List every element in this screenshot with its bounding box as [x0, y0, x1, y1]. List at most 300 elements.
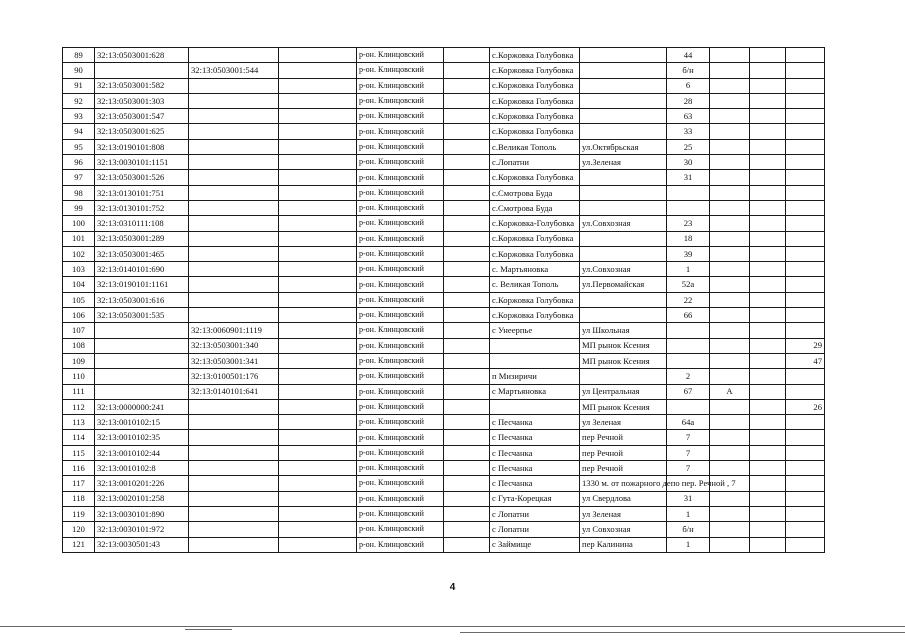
letter-cell: [710, 522, 750, 537]
cadastral-number-alt-cell: [189, 445, 279, 460]
blank-cell-cell: [279, 445, 357, 460]
blank-cell-cell: [444, 78, 490, 93]
table-row: [63, 308, 825, 323]
table-row: [63, 353, 825, 368]
cadastral-number-cell: 32:13:0010201:226: [95, 476, 189, 491]
cadastral-number-alt-cell: [189, 476, 279, 491]
settlement-cell: с Песчанка: [490, 445, 580, 460]
table-row: [63, 537, 825, 552]
letter-cell: [710, 139, 750, 154]
row-number-cell: 114: [63, 430, 95, 445]
table-row: [63, 139, 825, 154]
row-number-cell: 103: [63, 262, 95, 277]
cadastral-number-cell: 32:13:0020101:258: [95, 491, 189, 506]
table-row: [63, 170, 825, 185]
district-cell: р-он. Клинцовский: [357, 200, 444, 215]
area-cell: [786, 445, 825, 460]
area-cell: [786, 384, 825, 399]
cadastral-register-table: [62, 47, 825, 553]
street-cell: пер Речной: [580, 430, 667, 445]
house-number-cell: б/н: [667, 63, 710, 78]
row-number-cell: 119: [63, 506, 95, 521]
letter-cell: [710, 262, 750, 277]
district-cell: р-он. Клинцовский: [357, 353, 444, 368]
house-number-cell: [667, 200, 710, 215]
street-cell: [580, 200, 667, 215]
cadastral-number-alt-cell: [189, 231, 279, 246]
row-number-cell: 108: [63, 338, 95, 353]
district-cell: р-он. Клинцовский: [357, 109, 444, 124]
blank-cell-cell: [279, 430, 357, 445]
blank-cell-cell: [444, 445, 490, 460]
house-number-cell: 66: [667, 308, 710, 323]
district-cell: р-он. Клинцовский: [357, 323, 444, 338]
letter-cell: [710, 185, 750, 200]
row-number-cell: 118: [63, 491, 95, 506]
street-cell: ул Зеленая: [580, 506, 667, 521]
table-row: [63, 216, 825, 231]
cadastral-number-alt-cell: 32:13:0503001:340: [189, 338, 279, 353]
settlement-cell: с Гута-Корецкая: [490, 491, 580, 506]
settlement-cell: с Лопатни: [490, 506, 580, 521]
letter-cell: [710, 537, 750, 552]
settlement-cell: с.Коржовка Голубовка: [490, 246, 580, 261]
street-cell: ул Школьная: [580, 323, 667, 338]
district-cell: р-он. Клинцовский: [357, 461, 444, 476]
table-row: [63, 78, 825, 93]
cadastral-number-alt-cell: [189, 537, 279, 552]
table-row: [63, 93, 825, 108]
cadastral-number-alt-cell: 32:13:0060901:1119: [189, 323, 279, 338]
house-number-cell: 7: [667, 445, 710, 460]
settlement-cell: с.Смотрова Буда: [490, 200, 580, 215]
blank-cell-cell: [750, 124, 786, 139]
row-number-cell: 113: [63, 415, 95, 430]
district-cell: р-он. Клинцовский: [357, 216, 444, 231]
blank-cell-cell: [444, 262, 490, 277]
blank-cell-cell: [750, 323, 786, 338]
house-number-cell: 31: [667, 170, 710, 185]
area-cell: [786, 231, 825, 246]
letter-cell: [710, 491, 750, 506]
district-cell: р-он. Клинцовский: [357, 506, 444, 521]
cadastral-number-cell: 32:13:0503001:526: [95, 170, 189, 185]
table-row: [63, 399, 825, 414]
cadastral-number-alt-cell: [189, 461, 279, 476]
district-cell: р-он. Клинцовский: [357, 262, 444, 277]
table-row: [63, 63, 825, 78]
blank-cell-cell: [750, 246, 786, 261]
letter-cell: [710, 170, 750, 185]
cadastral-number-cell: [95, 353, 189, 368]
blank-cell-cell: [279, 139, 357, 154]
area-cell: [786, 170, 825, 185]
house-number-cell: 67: [667, 384, 710, 399]
street-cell: ул.Зеленая: [580, 155, 667, 170]
blank-cell-cell: [750, 185, 786, 200]
district-cell: р-он. Клинцовский: [357, 48, 444, 63]
blank-cell-cell: [444, 399, 490, 414]
blank-cell-cell: [750, 384, 786, 399]
blank-cell-cell: [444, 216, 490, 231]
blank-cell-cell: [750, 262, 786, 277]
cadastral-number-cell: 32:13:0010102:35: [95, 430, 189, 445]
row-number-cell: 115: [63, 445, 95, 460]
letter-cell: [710, 109, 750, 124]
cadastral-number-alt-cell: 32:13:0503001:341: [189, 353, 279, 368]
cadastral-number-alt-cell: [189, 308, 279, 323]
district-cell: р-он. Клинцовский: [357, 155, 444, 170]
cadastral-number-alt-cell: [189, 78, 279, 93]
district-cell: р-он. Клинцовский: [357, 369, 444, 384]
cadastral-number-alt-cell: [189, 109, 279, 124]
blank-cell-cell: [444, 537, 490, 552]
street-cell: [580, 308, 667, 323]
street-cell: МП рынок Ксения: [580, 338, 667, 353]
house-number-cell: 23: [667, 216, 710, 231]
settlement-cell: с.Коржовка Голубовка: [490, 93, 580, 108]
table-row: [63, 124, 825, 139]
row-number-cell: 99: [63, 200, 95, 215]
blank-cell-cell: [444, 323, 490, 338]
street-cell: [580, 78, 667, 93]
blank-cell-cell: [279, 155, 357, 170]
blank-cell-cell: [750, 369, 786, 384]
area-cell: [786, 537, 825, 552]
area-cell: [786, 430, 825, 445]
cadastral-number-alt-cell: [189, 246, 279, 261]
blank-cell-cell: [750, 461, 786, 476]
district-cell: р-он. Клинцовский: [357, 522, 444, 537]
area-cell: [786, 93, 825, 108]
house-number-cell: 7: [667, 461, 710, 476]
blank-cell-cell: [444, 246, 490, 261]
blank-cell-cell: [750, 506, 786, 521]
blank-cell-cell: [279, 109, 357, 124]
blank-cell-cell: [279, 308, 357, 323]
table-row: [63, 155, 825, 170]
settlement-cell: п Мизиричи: [490, 369, 580, 384]
blank-cell-cell: [444, 170, 490, 185]
blank-cell-cell: [444, 109, 490, 124]
blank-cell-cell: [444, 369, 490, 384]
district-cell: р-он. Клинцовский: [357, 338, 444, 353]
district-cell: р-он. Клинцовский: [357, 491, 444, 506]
blank-cell-cell: [279, 369, 357, 384]
row-number-cell: 96: [63, 155, 95, 170]
house-number-cell: б/н: [667, 522, 710, 537]
settlement-cell: с. Великая Тополь: [490, 277, 580, 292]
table-row: [63, 185, 825, 200]
settlement-cell: с.Коржовка Голубовка: [490, 170, 580, 185]
table-row: [63, 476, 825, 491]
settlement-cell: с.Лопатни: [490, 155, 580, 170]
house-number-cell: 52а: [667, 277, 710, 292]
cadastral-number-alt-cell: [189, 216, 279, 231]
area-cell: 47: [786, 353, 825, 368]
scan-artifact-line: [460, 632, 905, 633]
row-number-cell: 116: [63, 461, 95, 476]
settlement-cell: с Унеерпье: [490, 323, 580, 338]
blank-cell-cell: [444, 155, 490, 170]
district-cell: р-он. Клинцовский: [357, 476, 444, 491]
district-cell: р-он. Клинцовский: [357, 537, 444, 552]
letter-cell: [710, 369, 750, 384]
street-cell: [580, 109, 667, 124]
letter-cell: [710, 430, 750, 445]
area-cell: [786, 461, 825, 476]
table-row: [63, 109, 825, 124]
letter-cell: [710, 445, 750, 460]
area-cell: [786, 522, 825, 537]
cadastral-number-cell: 32:13:0503001:303: [95, 93, 189, 108]
blank-cell-cell: [279, 262, 357, 277]
settlement-cell: с.Коржовка Голубовка: [490, 48, 580, 63]
house-number-cell: 1: [667, 537, 710, 552]
table-row: [63, 506, 825, 521]
table-row: [63, 415, 825, 430]
row-number-cell: 104: [63, 277, 95, 292]
street-cell: [580, 124, 667, 139]
cadastral-number-cell: 32:13:0010102:44: [95, 445, 189, 460]
settlement-cell: с.Коржовка Голубовка: [490, 124, 580, 139]
letter-cell: [710, 353, 750, 368]
cadastral-number-alt-cell: 32:13:0503001:544: [189, 63, 279, 78]
blank-cell-cell: [750, 48, 786, 63]
settlement-cell: с. Мартьяновка: [490, 262, 580, 277]
district-cell: р-он. Клинцовский: [357, 445, 444, 460]
area-cell: [786, 323, 825, 338]
street-cell: [580, 63, 667, 78]
settlement-cell: с Песчанка: [490, 476, 580, 491]
blank-cell-cell: [750, 231, 786, 246]
district-cell: р-он. Клинцовский: [357, 277, 444, 292]
blank-cell-cell: [279, 277, 357, 292]
letter-cell: [710, 308, 750, 323]
street-cell: 1330 м. от пожарного депо пер. Речной , 7: [580, 476, 667, 491]
row-number-cell: 102: [63, 246, 95, 261]
settlement-cell: с Займище: [490, 537, 580, 552]
row-number-cell: 112: [63, 399, 95, 414]
blank-cell-cell: [279, 170, 357, 185]
district-cell: р-он. Клинцовский: [357, 185, 444, 200]
cadastral-number-alt-cell: [189, 262, 279, 277]
district-cell: р-он. Клинцовский: [357, 78, 444, 93]
cadastral-number-alt-cell: [189, 491, 279, 506]
row-number-cell: 109: [63, 353, 95, 368]
table-row: [63, 461, 825, 476]
blank-cell-cell: [750, 216, 786, 231]
street-cell: [580, 231, 667, 246]
street-cell: ул.Октябрьская: [580, 139, 667, 154]
cadastral-number-alt-cell: [189, 292, 279, 307]
street-cell: ул Зеленая: [580, 415, 667, 430]
blank-cell-cell: [444, 522, 490, 537]
house-number-cell: 28: [667, 93, 710, 108]
district-cell: р-он. Клинцовский: [357, 170, 444, 185]
table-row: [63, 231, 825, 246]
table-row: [63, 48, 825, 63]
area-cell: [786, 277, 825, 292]
table-row: [63, 430, 825, 445]
letter-cell: [710, 78, 750, 93]
table-row: [63, 277, 825, 292]
cadastral-number-cell: [95, 63, 189, 78]
house-number-cell: 33: [667, 124, 710, 139]
blank-cell-cell: [444, 200, 490, 215]
blank-cell-cell: [279, 200, 357, 215]
house-number-cell: 44: [667, 48, 710, 63]
table-row: [63, 246, 825, 261]
blank-cell-cell: [750, 139, 786, 154]
row-number-cell: 98: [63, 185, 95, 200]
letter-cell: [710, 246, 750, 261]
letter-cell: [710, 93, 750, 108]
blank-cell-cell: [750, 445, 786, 460]
blank-cell-cell: [750, 353, 786, 368]
settlement-cell: с.Коржовка Голубовка: [490, 308, 580, 323]
blank-cell-cell: [750, 491, 786, 506]
cadastral-number-cell: 32:13:0010102:8: [95, 461, 189, 476]
row-number-cell: 107: [63, 323, 95, 338]
table-row: [63, 262, 825, 277]
street-cell: [580, 292, 667, 307]
district-cell: р-он. Клинцовский: [357, 292, 444, 307]
cadastral-number-cell: 32:13:0030101:890: [95, 506, 189, 521]
row-number-cell: 91: [63, 78, 95, 93]
table-row: [63, 200, 825, 215]
table-row: [63, 292, 825, 307]
area-cell: [786, 491, 825, 506]
house-number-cell: 39: [667, 246, 710, 261]
settlement-cell: с Лопатни: [490, 522, 580, 537]
blank-cell-cell: [279, 48, 357, 63]
area-cell: [786, 246, 825, 261]
letter-cell: [710, 338, 750, 353]
blank-cell-cell: [750, 399, 786, 414]
page-number: 4: [449, 582, 456, 593]
blank-cell-cell: [444, 491, 490, 506]
letter-cell: [710, 461, 750, 476]
settlement-cell: с.Коржовка Голубовка: [490, 109, 580, 124]
cadastral-number-cell: [95, 369, 189, 384]
letter-cell: А: [710, 384, 750, 399]
letter-cell: [710, 155, 750, 170]
cadastral-number-cell: 32:13:0010102:15: [95, 415, 189, 430]
settlement-cell: с Песчанка: [490, 415, 580, 430]
cadastral-number-alt-cell: [189, 399, 279, 414]
blank-cell-cell: [279, 537, 357, 552]
cadastral-number-alt-cell: [189, 200, 279, 215]
blank-cell-cell: [444, 476, 490, 491]
settlement-cell: с Мартьяновка: [490, 384, 580, 399]
scan-edge-line: [0, 626, 905, 627]
house-number-cell: 6: [667, 78, 710, 93]
settlement-cell: с.Великая Тополь: [490, 139, 580, 154]
cadastral-number-cell: 32:13:0030101:972: [95, 522, 189, 537]
house-number-cell: 31: [667, 491, 710, 506]
blank-cell-cell: [444, 308, 490, 323]
row-number-cell: 121: [63, 537, 95, 552]
blank-cell-cell: [444, 415, 490, 430]
blank-cell-cell: [750, 170, 786, 185]
house-number-cell: 30: [667, 155, 710, 170]
street-cell: пер Речной: [580, 445, 667, 460]
blank-cell-cell: [750, 63, 786, 78]
blank-cell-cell: [750, 155, 786, 170]
cadastral-number-cell: [95, 384, 189, 399]
cadastral-number-alt-cell: [189, 124, 279, 139]
area-cell: [786, 308, 825, 323]
cadastral-number-cell: 32:13:0190101:808: [95, 139, 189, 154]
row-number-cell: 110: [63, 369, 95, 384]
blank-cell-cell: [279, 124, 357, 139]
blank-cell-cell: [279, 353, 357, 368]
area-cell: [786, 216, 825, 231]
blank-cell-cell: [279, 338, 357, 353]
area-cell: [786, 48, 825, 63]
row-number-cell: 92: [63, 93, 95, 108]
cadastral-number-alt-cell: [189, 170, 279, 185]
cadastral-number-cell: 32:13:0503001:465: [95, 246, 189, 261]
blank-cell-cell: [279, 78, 357, 93]
blank-cell-cell: [444, 384, 490, 399]
table-row: [63, 445, 825, 460]
district-cell: р-он. Клинцовский: [357, 93, 444, 108]
cadastral-number-cell: 32:13:0190101:1161: [95, 277, 189, 292]
house-number-cell: 22: [667, 292, 710, 307]
area-cell: [786, 185, 825, 200]
letter-cell: [710, 415, 750, 430]
cadastral-number-cell: 32:13:0000000:241: [95, 399, 189, 414]
cadastral-number-alt-cell: [189, 185, 279, 200]
blank-cell-cell: [279, 415, 357, 430]
blank-cell-cell: [279, 384, 357, 399]
blank-cell-cell: [444, 63, 490, 78]
cadastral-number-cell: 32:13:0503001:625: [95, 124, 189, 139]
district-cell: р-он. Клинцовский: [357, 415, 444, 430]
cadastral-number-alt-cell: [189, 155, 279, 170]
row-number-cell: 105: [63, 292, 95, 307]
area-cell: [786, 109, 825, 124]
blank-cell-cell: [444, 185, 490, 200]
cadastral-number-alt-cell: [189, 506, 279, 521]
district-cell: р-он. Клинцовский: [357, 63, 444, 78]
street-cell: [580, 185, 667, 200]
settlement-cell: с.Коржовка Голубовка: [490, 63, 580, 78]
area-cell: [786, 506, 825, 521]
blank-cell-cell: [444, 231, 490, 246]
cadastral-number-cell: 32:13:0503001:616: [95, 292, 189, 307]
street-cell: ул Свердлова: [580, 491, 667, 506]
cadastral-number-cell: [95, 323, 189, 338]
house-number-cell: 1: [667, 262, 710, 277]
settlement-cell: [490, 399, 580, 414]
blank-cell-cell: [444, 93, 490, 108]
cadastral-number-cell: 32:13:0310111:108: [95, 216, 189, 231]
street-cell: МП рынок Ксения: [580, 353, 667, 368]
settlement-cell: с.Коржовка-Голубовка: [490, 216, 580, 231]
cadastral-number-alt-cell: 32:13:0100501:176: [189, 369, 279, 384]
district-cell: р-он. Клинцовский: [357, 399, 444, 414]
area-cell: 29: [786, 338, 825, 353]
letter-cell: [710, 292, 750, 307]
blank-cell-cell: [279, 522, 357, 537]
cadastral-number-alt-cell: [189, 277, 279, 292]
row-number-cell: 106: [63, 308, 95, 323]
letter-cell: [710, 48, 750, 63]
district-cell: р-он. Клинцовский: [357, 384, 444, 399]
